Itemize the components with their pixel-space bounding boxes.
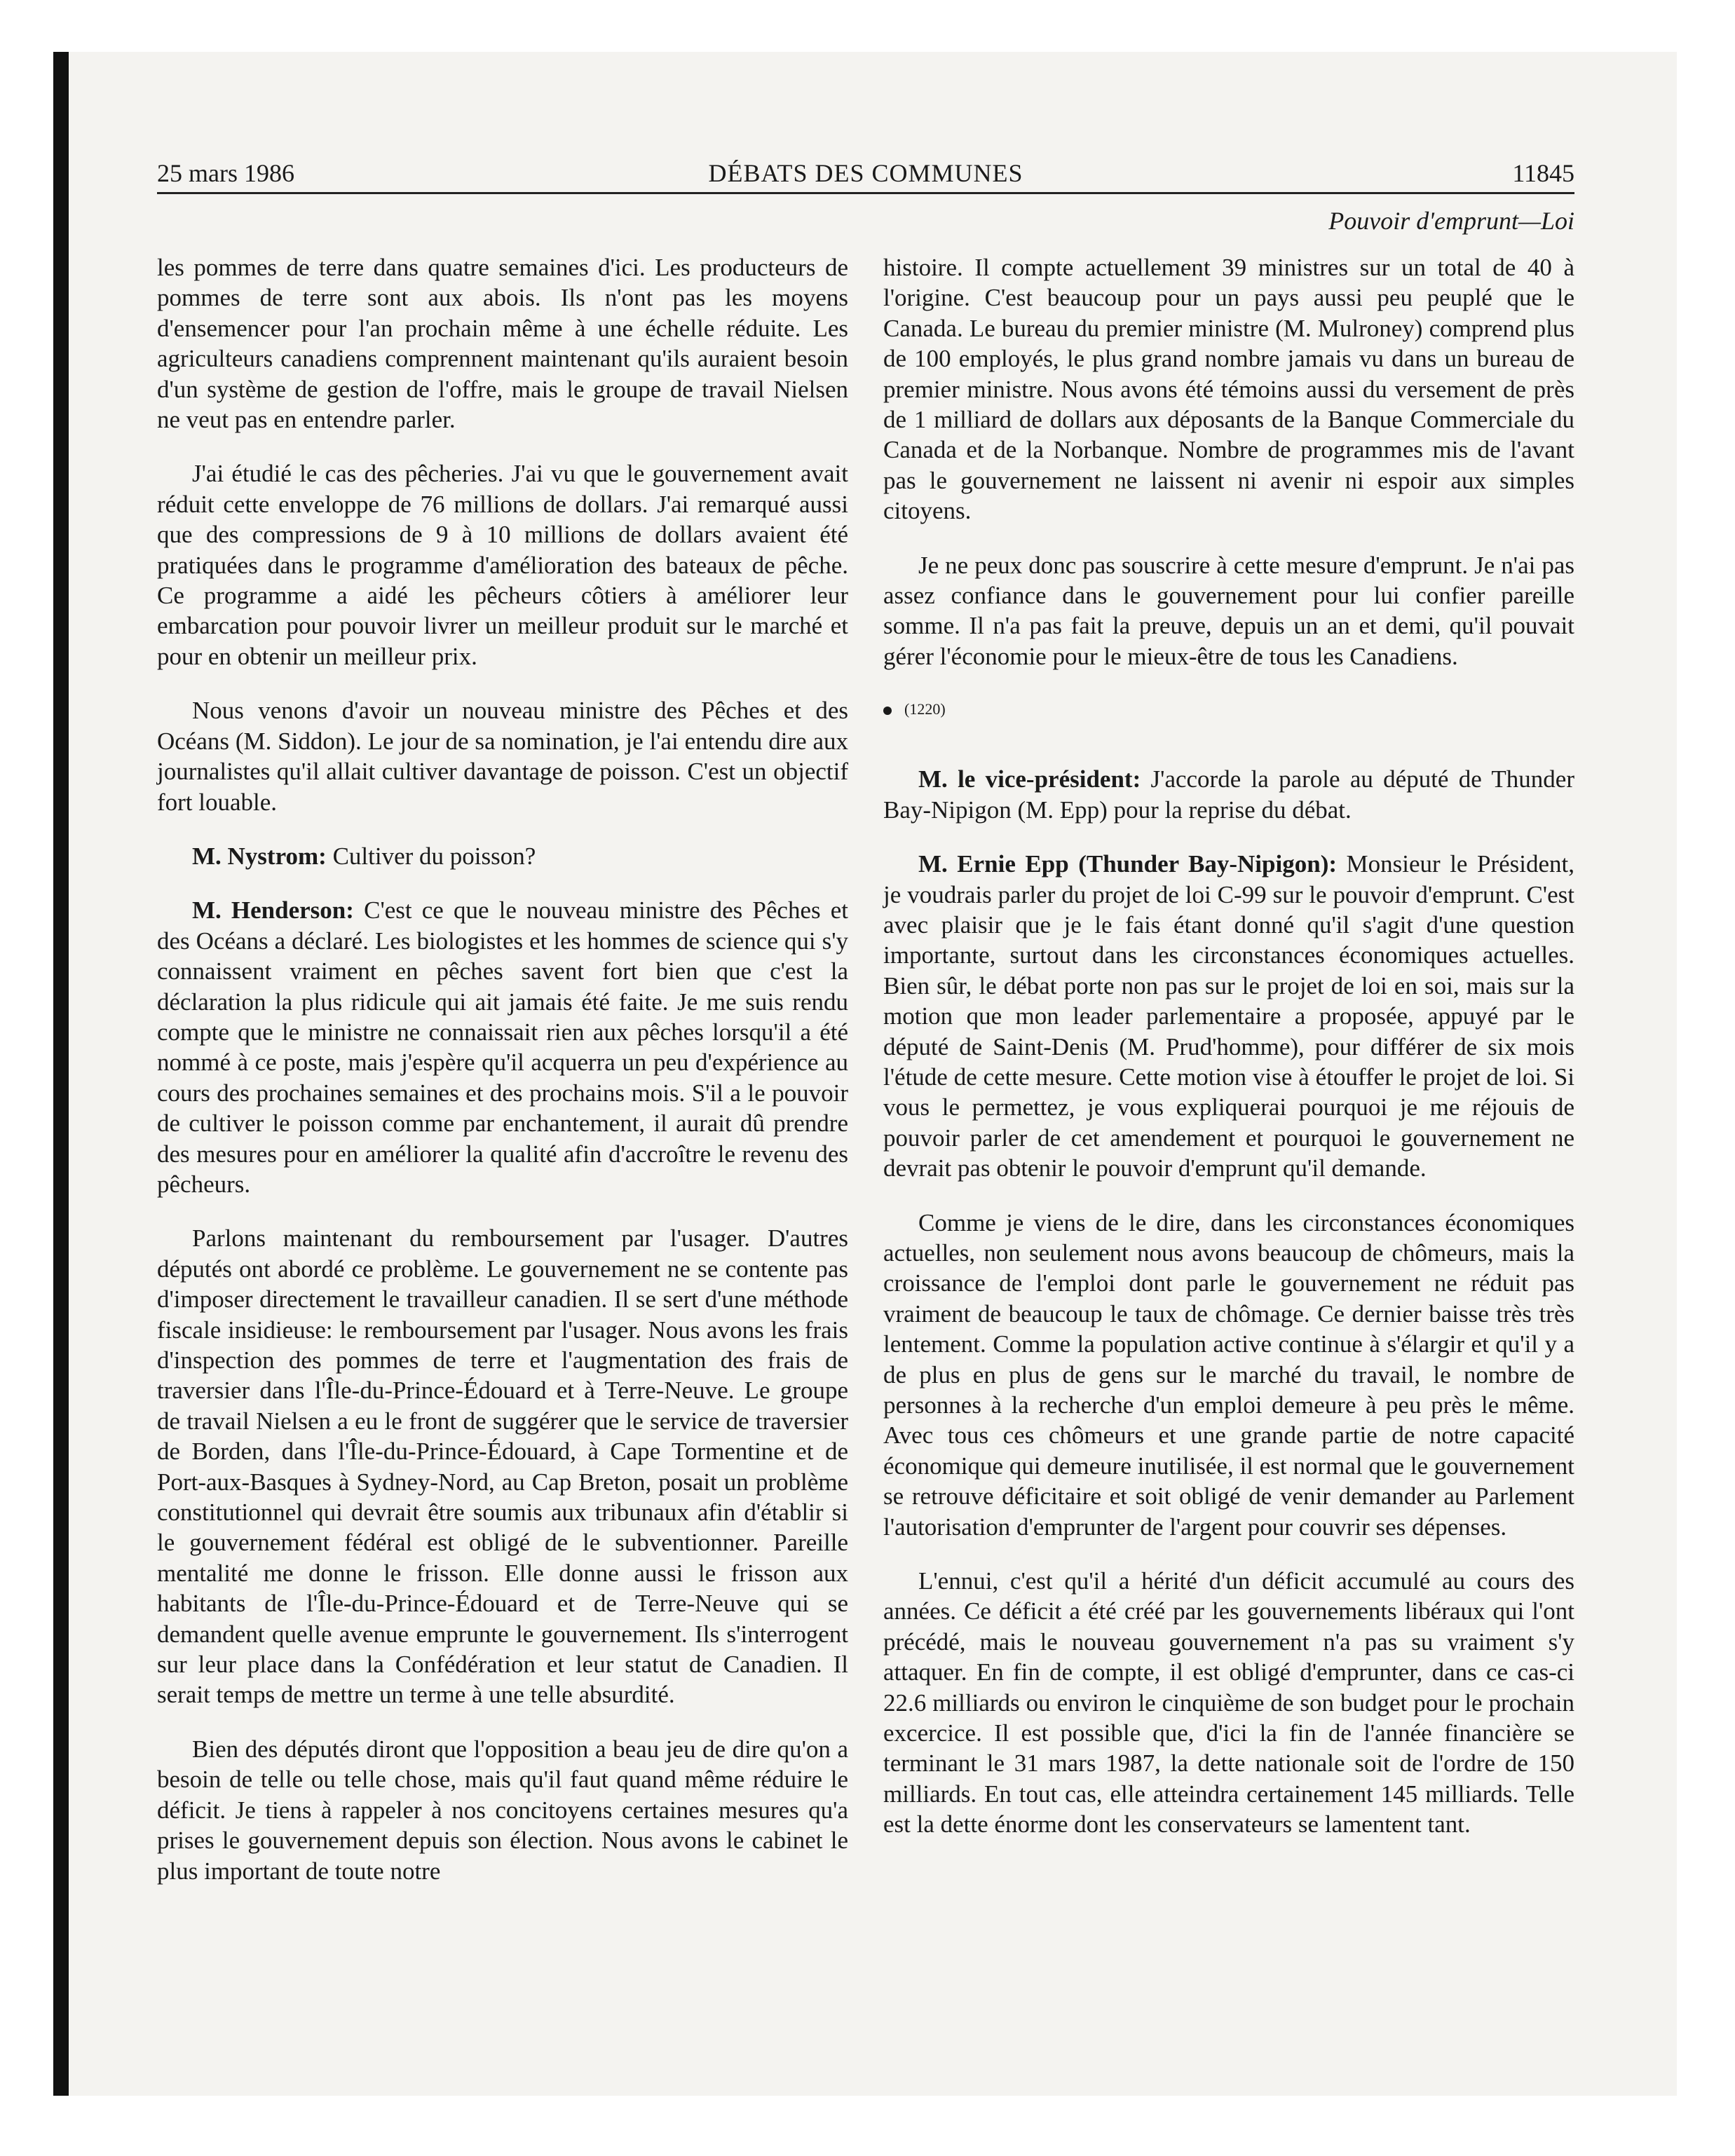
- paragraph-text: Je ne peux donc pas souscrire à cette mesure d'emprunt. Je n'ai pas assez confiance dans le gouvernement pour lui confier pareille somme. Il n'a pas fait la preuve, depuis un an et demi, qu'il pouvait gérer l'économie pour le mieux-être de tous les Canadiens.: [883, 551, 1574, 670]
- paragraph: [157, 252, 848, 435]
- speaker-name: M. le vice-président:: [918, 765, 1141, 793]
- paragraph: [157, 1223, 848, 1710]
- subject-heading: Pouvoir d'emprunt—Loi: [1328, 207, 1574, 235]
- paragraph-text: J'ai étudié le cas des pêcheries. J'ai vu que le gouvernement avait réduit cette enveloppe de 76 millions de dollars. J'ai remarqué aussi que des compressions de 9 à 10 millions de dollars avaient été pratiquées dans le programme d'amélioration des bateaux de pêche. Ce programme a aidé les pêcheurs côtiers à améliorer leur embarcation pour pouvoir livrer un meilleur produit sur le marché et pour en obtenir un meilleur prix.: [157, 460, 848, 670]
- paragraph-text: Parlons maintenant du remboursement par l'usager. D'autres députés ont abordé ce problème. Le gouvernement ne se contente pas d'imposer directement le travailleur canadien. Il se sert d'une méthode fiscale insidieuse: le remboursement par l'usager. Nous avons les frais d'inspection des pommes de terre et l'augmentation des frais de traversier dans l'Île-du-Prince-Édouard et à Terre-Neuve. Le groupe de travail Nielsen a eu le front de suggérer que le service de traversier de Borden, dans l'Île-du-Prince-Édouard, à Cape Tormentine et de Port-aux-Basques à Sydney-Nord, au Cap Breton, posait un problème constitutionnel qui devrait être soumis aux tribunaux afin d'établir si le gouvernement fédéral est obligé de le subventionner. Pareille mentalité me donne le frisson. Elle donne aussi le frisson aux habitants de l'Île-du-Prince-Édouard et de Terre-Neuve qui se demandent quelle avenue emprunte le gouvernement. Ils s'interrogent sur leur place dans la Confédération et leur statut de Canadien. Il serait temps de mettre un terme à une telle absurdité.: [157, 1224, 848, 1709]
- header-rule: [157, 192, 1574, 194]
- paragraph: [883, 550, 1574, 672]
- paragraph: [157, 695, 848, 817]
- scan-edge-bar: [53, 52, 69, 2096]
- running-header: [157, 156, 1574, 191]
- header-date: 25 mars 1986: [157, 159, 294, 187]
- time-marker-text: (1220): [904, 700, 946, 718]
- paragraph-text: Monsieur le Président, je voudrais parler du projet de loi C-99 sur le pouvoir d'emprunt. C'est avec plaisir que je le fais étant donné qu'il s'agit d'une question importante, surtout dans les circonstances économiques actuelles. Bien sûr, le débat porte non pas sur le projet de loi en soi, mais sur la motion que mon leader parlementaire a proposée, appuyé par le député de Saint-Denis (M. Prud'homme), pour différer de six mois l'étude de cette mesure. Cette motion vise à étouffer le projet de loi. Si vous le permettez, je vous expliquerai pourquoi je me réjouis de pouvoir parler de cet amendement et pourquoi le gouvernement ne devrait pas obtenir le pouvoir d'emprunt qu'il demande.: [883, 850, 1574, 1182]
- paragraph-text: J'accorde la parole au député de Thunder Bay-Nipigon (M. Epp) pour la reprise du débat.: [883, 765, 1574, 824]
- left-column: [157, 252, 848, 1910]
- paragraph-text: histoire. Il compte actuellement 39 ministres sur un total de 40 à l'origine. C'est beaucoup pour un pays aussi peu peuplé que le Canada. Le bureau du premier ministre (M. Mulroney) comprend plus de 100 employés, le plus grand nombre jamais vu dans un bureau de premier ministre. Nous avons été témoins aussi du versement de près de 1 milliard de dollars aux déposants de la Banque Commerciale du Canada et de la Norbanque. Nombre de programmes mis de l'avant pas le gouvernement ne laissent ni avenir ni espoir aux simples citoyens.: [883, 254, 1574, 525]
- bullet-icon: [883, 707, 892, 715]
- paragraph: [157, 458, 848, 671]
- speaker-name: M. Nystrom:: [192, 842, 327, 870]
- page-number: 11845: [1512, 159, 1574, 187]
- paragraph-text: les pommes de terre dans quatre semaines d'ici. Les producteurs de pommes de terre sont aux abois. Ils n'ont pas les moyens d'ensemencer pour l'an prochain même à une échelle réduite. Les agriculteurs canadiens comprennent maintenant qu'ils auraient besoin d'un système de gestion de l'offre, mais le groupe de travail Nielsen ne veut pas en entendre parler.: [157, 254, 848, 434]
- paragraph: [883, 1208, 1574, 1542]
- right-column: [883, 252, 1574, 1864]
- paragraph-text: Cultiver du poisson?: [332, 842, 536, 870]
- paragraph-text: L'ennui, c'est qu'il a hérité d'un déficit accumulé au cours des années. Ce déficit a été créé par les gouvernements libéraux qui l'ont précédé, mais le nouveau gouvernement n'a pas su vraiment s'y attaquer. En fin de compte, il est obligé d'emprunter, dans ce cas-ci 22.6 milliards ou environ le cinquième de son budget pour le prochain excercice. Il est possible que, d'ici la fin de l'année financière se terminant le 31 mars 1987, la dette nationale soit de l'ordre de 150 milliards. En tout cas, elle atteindra certainement 145 milliards. Telle est la dette énorme dont les conservateurs se lamentent tant.: [883, 1567, 1574, 1838]
- paragraph-text: Comme je viens de le dire, dans les circonstances économiques actuelles, non seulement nous avons beaucoup de chômeurs, mais la croissance de l'emploi dont parle le gouvernement ne réduit pas vraiment de beaucoup le taux de chômage. Ce dernier baisse très très lentement. Comme la population active continue à s'élargir et qu'il y a de plus en plus de gens sur le marché du travail, le nombre de personnes à la recherche d'un emploi demeure à peu près le même. Avec tous ces chômeurs et une grande partie de notre capacité économique qui demeure inutilisée, il est normal que le gouvernement se retrouve déficitaire et soit obligé de venir demander au Parlement l'autorisation d'emprunter de l'argent pour couvrir ses dépenses.: [883, 1208, 1574, 1541]
- paragraph-text: Bien des députés diront que l'opposition a beau jeu de dire qu'on a besoin de telle ou telle chose, mais qu'il faut quand même réduire le déficit. Je tiens à rappeler à nos concitoyens certaines mesures qu'a prises le gouvernement depuis son élection. Nous avons le cabinet le plus important de toute notre: [157, 1735, 848, 1885]
- paragraph: [157, 895, 848, 1199]
- paragraph-text: Nous venons d'avoir un nouveau ministre des Pêches et des Océans (M. Siddon). Le jour de sa nomination, je l'ai entendu dire aux journalistes qu'il allait cultiver davantage de poisson. C'est un objectif fort louable.: [157, 697, 848, 816]
- paragraph: [883, 764, 1574, 825]
- paragraph: [157, 841, 848, 871]
- speaker-name: M. Henderson:: [192, 896, 354, 925]
- header-title: DÉBATS DES COMMUNES: [708, 159, 1023, 187]
- paragraph: [883, 1566, 1574, 1840]
- time-marker: [883, 695, 1574, 723]
- paragraph-text: C'est ce que le nouveau ministre des Pêches et des Océans a déclaré. Les biologistes et les hommes de science qui s'y connaissent vraiment en pêches savent fort bien que c'est la déclaration la plus ridicule qui ait jamais été faite. Je me suis rendu compte que le ministre ne connaissait rien aux pêches lorsqu'il a été nommé à ce poste, mais j'espère qu'il acquerra un peu d'expérience au cours des prochaines semaines et des prochains mois. S'il a le pouvoir de cultiver le poisson comme par enchantement, il aurait dû prendre des mesures pour en améliorer la qualité afin d'accroître le revenu des pêcheurs.: [157, 896, 849, 1198]
- speaker-name: M. Ernie Epp (Thunder Bay-Nipigon):: [918, 850, 1337, 878]
- paragraph: [883, 252, 1574, 526]
- paragraph: [883, 849, 1574, 1183]
- paragraph: [157, 1734, 848, 1886]
